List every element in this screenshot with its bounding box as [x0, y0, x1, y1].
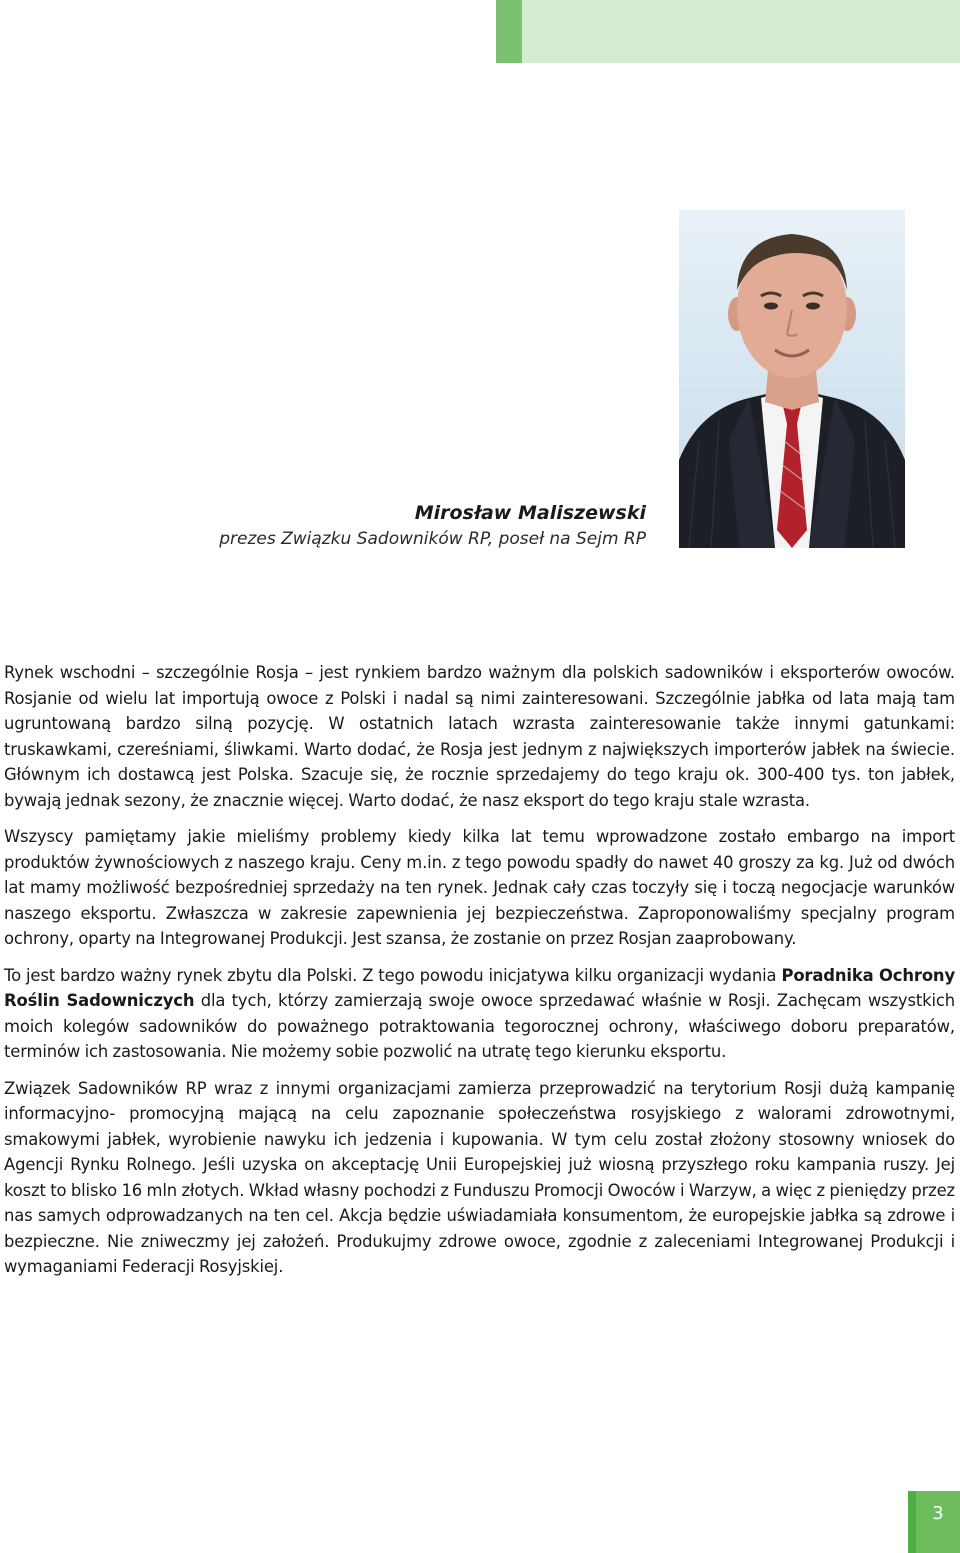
header-color-band: [496, 0, 960, 63]
paragraph-text: dla tych, którzy zamierzają swoje owoce sprzedawać właśnie w Rosji. Zachęcam wszystkich moich kolegów sadowników do poważnego potraktowania tegorocznej ochrony, właściwego doboru preparatów, terminów ich zastosowania. Nie możemy sobie pozwolić na utratę tego kierunku eksportu.: [4, 991, 955, 1061]
author-name: Mirosław Maliszewski: [414, 502, 646, 524]
portrait-photo: [679, 210, 905, 548]
header-band-dark-segment: [496, 0, 522, 63]
article-paragraph: Związek Sadowników RP wraz z innymi organizacjami zamierza przeprowadzić na terytorium Rosji dużą kampanię informacyjno- promocyjną mającą na celu zapoznanie społeczeństwa rosyjskiego z walorami zdrowotnymi, smakowymi jabłek, wyrobienie nawyku ich jedzenia i kupowania. W tym celu został złożony stosowny wniosek do Agencji Rynku Rolnego. Jeśli uzyska on akceptację Unii Europejskiej już wiosną przyszłego roku kampania ruszy. Jej koszt to blisko 16 mln złotych. Wkład własny pochodzi z Funduszu Promocji Owoców i Warzyw, a więc z pieniędzy przez nas samych odprowadzanych na ten cel. Akcja będzie uświadamiała konsumentom, że europejskie jabłka są zdrowe i bezpieczne. Nie zniweczmy jej założeń. Produkujmy zdrowe owoce, zgodnie z zaleceniami Integrowanej Produkcji i wymaganiami Federacji Rosyjskiej.: [4, 1078, 955, 1276]
article-paragraph: [4, 963, 955, 1065]
page-number-box: [908, 1491, 960, 1553]
article-paragraph: Wszyscy pamiętamy jakie mieliśmy problemy kiedy kilka lat temu wprowadzone zostało embargo na import produktów żywnościowych z naszego kraju. Ceny m.in. z tego powodu spadły do nawet 40 groszy za kg. Już od dwóch lat mamy możliwość bezpośredniej sprzedaży na ten rynek. Jednak cały czas toczyły się i toczą negocjacje warunków naszego eksportu. Zwłaszcza w zakresie zapewnienia jej bezpieczeństwa. Zaproponowaliśmy specjalny program ochrony, oparty na Integrowanej Produkcji. Jest szansa, że zostanie on przez Rosjan zaaprobowany.: [4, 827, 955, 948]
article-paragraph: Rynek wschodni – szczególnie Rosja – jest rynkiem bardzo ważnym dla polskich sadowników i eksporterów owoców. Rosjanie od wielu lat importują owoce z Polski i nadal są nimi zainteresowani. Szczególnie jabłka od lata mają tam ugruntowaną bardzo silną pozycję. W ostatnich latach wzrasta zainteresowanie także innymi gatunkami: truskawkami, czereśniami, śliwkami. Warto dodać, że Rosja jest jednym z największych importerów jabłek na świecie. Głównym ich dostawcą jest Polska. Szacuje się, że rocznie sprzedajemy do tego kraju ok. 300-400 tys. ton jabłek, bywają jednak sezony, że znacznie więcej. Warto dodać, że nasz eksport do tego kraju stale wzrasta.: [4, 663, 955, 810]
article-body: [4, 660, 955, 1291]
page-number: 3: [916, 1491, 960, 1553]
header-band-light-segment: [522, 0, 960, 63]
page-number-stripe: [908, 1491, 916, 1553]
person-portrait-icon: [679, 210, 905, 548]
portrait-caption: [219, 500, 646, 552]
author-role: prezes Związku Sadowników RP, poseł na Sejm RP: [219, 529, 646, 549]
paragraph-text: To jest bardzo ważny rynek zbytu dla Polski. Z tego powodu inicjatywa kilku organizacji wydania: [4, 965, 782, 985]
guide-title-emphasis: Poradnika Ochrony Roślin Sadowniczych: [4, 965, 955, 1010]
